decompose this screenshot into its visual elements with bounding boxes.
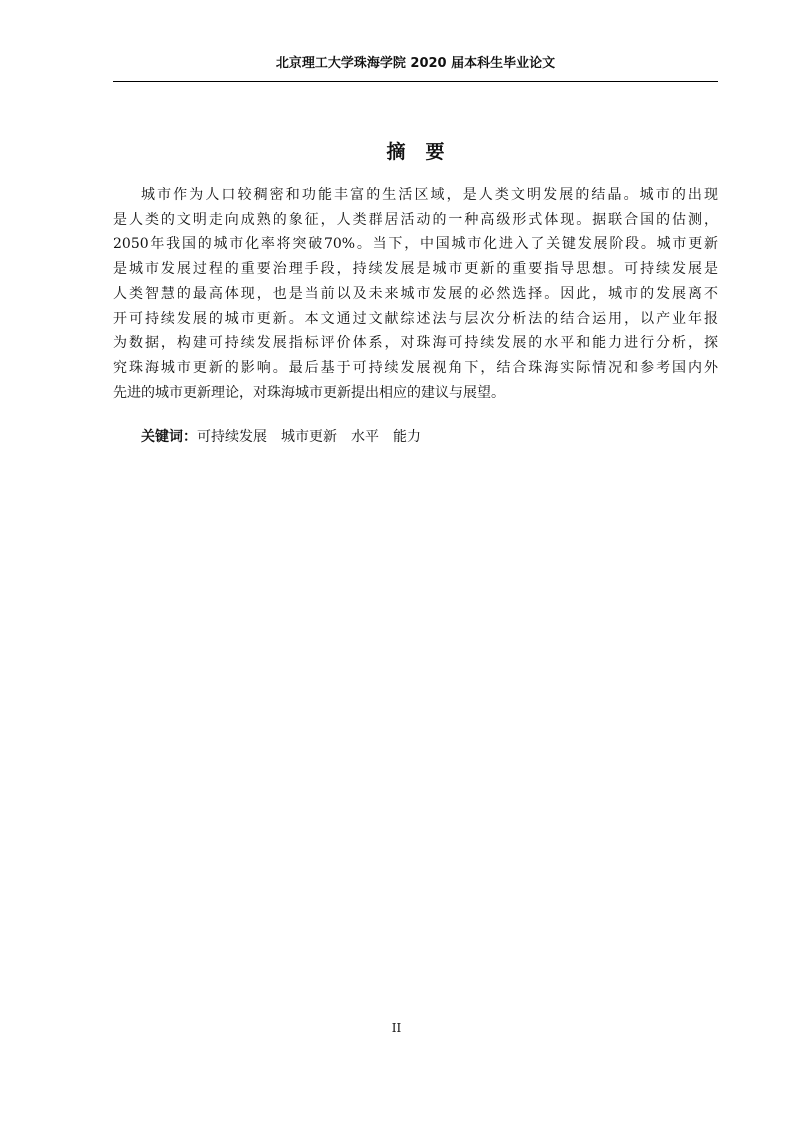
abstract-line: 是城市发展过程的重要治理手段，持续发展是城市更新的重要指导思想。可持续发展是 <box>113 261 718 278</box>
abstract-line: 人类智慧的最高体现，也是当前以及未来城市发展的必然选择。因此，城市的发展离不 <box>113 285 718 302</box>
keyword: 能力 <box>393 429 421 445</box>
keyword: 可持续发展 <box>197 429 267 445</box>
abstract-line: 先进的城市更新理论，对珠海城市更新提出相应的建议与展望。 <box>113 384 505 401</box>
abstract-line: 究珠海城市更新的影响。最后基于可持续发展视角下，结合珠海实际情况和参考国内外 <box>113 359 718 376</box>
running-header: 北京理工大学珠海学院 2020 届本科生毕业论文 <box>113 53 718 82</box>
abstract-line: 为数据，构建可持续发展指标评价体系，对珠海可持续发展的水平和能力进行分析，探 <box>113 335 718 352</box>
keywords-label: 关键词： <box>141 429 197 445</box>
keywords-line <box>141 425 435 450</box>
abstract-title: 摘要 <box>386 141 465 163</box>
keyword: 城市更新 <box>281 429 337 445</box>
page-number: II <box>391 1021 402 1035</box>
abstract-line: 是人类的文明走向成熟的象征，人类群居活动的一种高级形式体现。据联合国的估测， <box>113 211 718 228</box>
abstract-body <box>113 183 718 405</box>
abstract-line: 开可持续发展的城市更新。本文通过文献综述法与层次分析法的结合运用，以产业年报 <box>113 310 718 327</box>
abstract-paragraph <box>113 183 718 405</box>
abstract-line: 2050年我国的城市化率将突破70%。当下，中国城市化进入了关键发展阶段。城市更新 <box>113 236 718 253</box>
keyword: 水平 <box>351 429 379 445</box>
abstract-line: 城市作为人口较稠密和功能丰富的生活区域，是人类文明发展的结晶。城市的出现 <box>141 187 718 203</box>
